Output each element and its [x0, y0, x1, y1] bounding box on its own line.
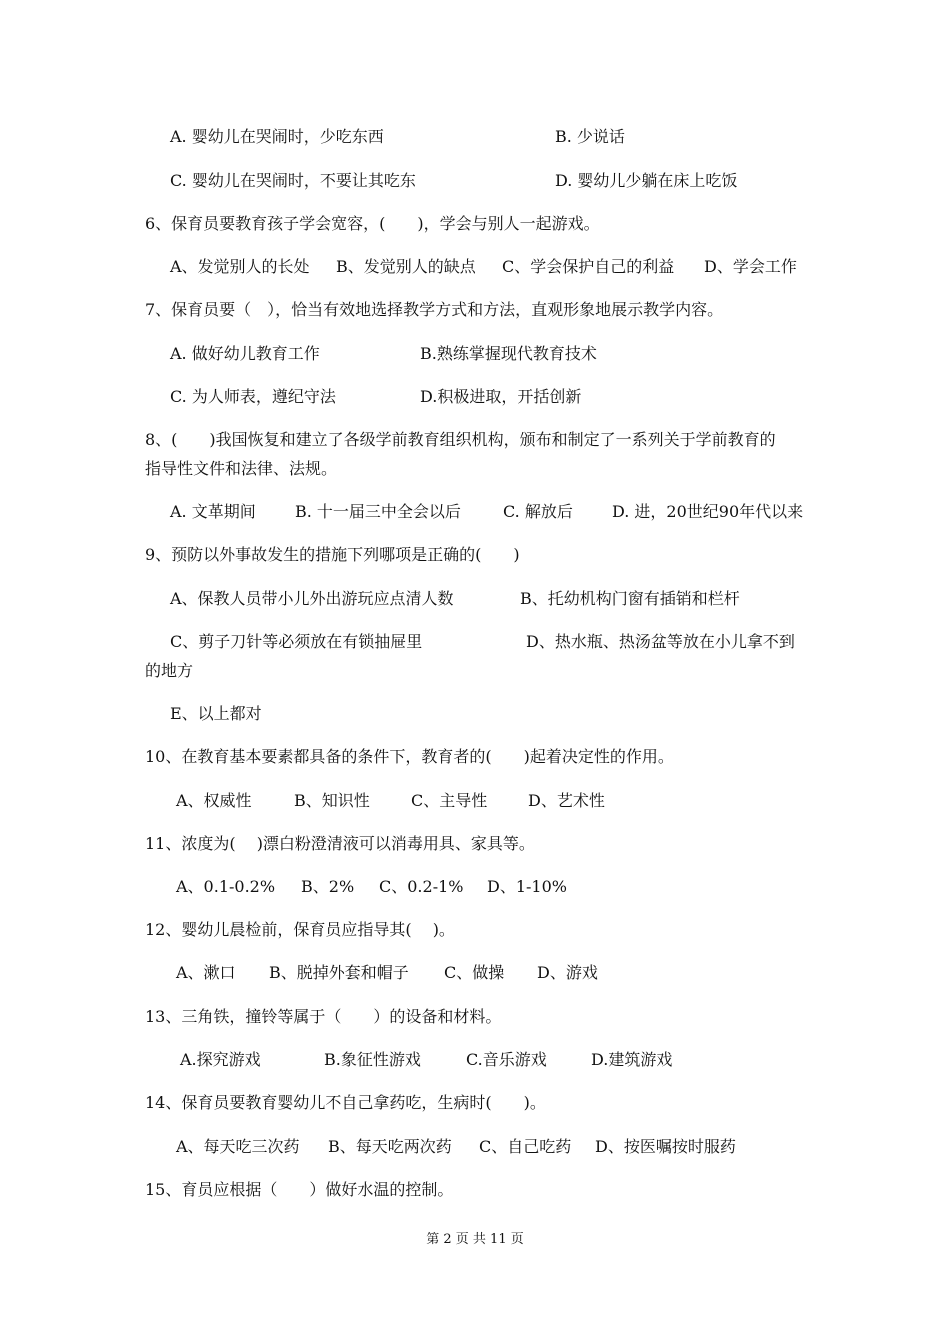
page-footer: 第 2 页 共 11 页 — [426, 1232, 524, 1247]
q8-option-d: D. 进，20世纪90年代以来 — [612, 502, 804, 521]
q12-option-a: A、漱口 — [176, 963, 236, 982]
q12-option-c: C、做操 — [444, 963, 505, 982]
q6-option-a: A、发觉别人的长处 — [170, 257, 310, 276]
q13-option-c: C.音乐游戏 — [466, 1050, 547, 1069]
q14-stem: 14、保育员要教育婴幼儿不自己拿药吃，生病时( )。 — [145, 1093, 546, 1112]
q13-stem: 13、三角铁，撞铃等属于（ ）的设备和材料。 — [145, 1007, 502, 1026]
q8-stem-line-2: 指导性文件和法律、法规。 — [145, 459, 338, 478]
q8-option-b: B. 十一届三中全会以后 — [295, 502, 461, 521]
q11-option-b: B、2% — [301, 877, 355, 896]
q14-option-a: A、每天吃三次药 — [176, 1137, 300, 1156]
q7-option-d: D.积极进取，开括创新 — [420, 387, 582, 406]
q14-option-c: C、自己吃药 — [479, 1137, 572, 1156]
q10-option-c: C、主导性 — [411, 791, 488, 810]
q9-option-d-line-1: D、热水瓶、热汤盆等放在小儿拿不到 — [526, 632, 795, 651]
q5-option-d: D. 婴幼儿少躺在床上吃饭 — [555, 171, 738, 190]
q6-option-b: B、发觉别人的缺点 — [336, 257, 476, 276]
q10-option-d: D、艺术性 — [528, 791, 605, 810]
q6-option-d: D、学会工作 — [704, 257, 797, 276]
q11-stem: 11、浓度为( )漂白粉澄清液可以消毒用具、家具等。 — [145, 834, 535, 853]
q10-option-b: B、知识性 — [294, 791, 370, 810]
q11-option-c: C、0.2-1% — [379, 877, 464, 896]
q7-stem: 7、保育员要（ ），恰当有效地选择教学方式和方法，直观形象地展示教学内容。 — [145, 300, 724, 319]
q14-option-d: D、按医嘱按时服药 — [595, 1137, 736, 1156]
q5-option-a: A. 婴幼儿在哭闹时，少吃东西 — [170, 127, 384, 146]
q9-option-a: A、保教人员带小儿外出游玩应点清人数 — [170, 589, 454, 608]
q8-option-c: C. 解放后 — [503, 502, 573, 521]
q13-option-d: D.建筑游戏 — [591, 1050, 673, 1069]
q8-option-a: A. 文革期间 — [170, 502, 256, 521]
q15-stem: 15、育员应根据（ ）做好水温的控制。 — [145, 1180, 454, 1199]
q9-option-c: C、剪子刀针等必须放在有锁抽屉里 — [170, 632, 423, 651]
q10-stem: 10、在教育基本要素都具备的条件下，教育者的( )起着决定性的作用。 — [145, 747, 674, 766]
q11-option-a: A、0.1-0.2% — [176, 877, 276, 896]
q12-option-d: D、游戏 — [537, 963, 598, 982]
q12-option-b: B、脱掉外套和帽子 — [269, 963, 409, 982]
q7-option-b: B.熟练掌握现代教育技术 — [420, 344, 597, 363]
q9-option-b: B、托幼机构门窗有插销和栏杆 — [520, 589, 740, 608]
q9-option-d-line-2: 的地方 — [145, 661, 194, 680]
q13-option-b: B.象征性游戏 — [324, 1050, 421, 1069]
q10-option-a: A、权威性 — [176, 791, 252, 810]
q5-option-c: C. 婴幼儿在哭闹时，不要让其吃东 — [170, 171, 416, 190]
q7-option-a: A. 做好幼儿教育工作 — [170, 344, 320, 363]
q9-option-e: E、以上都对 — [170, 704, 262, 723]
q6-option-c: C、学会保护自己的利益 — [502, 257, 675, 276]
q12-stem: 12、婴幼儿晨检前，保育员应指导其( )。 — [145, 920, 455, 939]
q8-stem-line-1: 8、( )我国恢复和建立了各级学前教育组织机构，颁布和制定了一系列关于学前教育的 — [145, 430, 776, 449]
q5-option-b: B. 少说话 — [555, 127, 625, 146]
q11-option-d: D、1-10% — [487, 877, 567, 896]
q13-option-a: A.探究游戏 — [180, 1050, 261, 1069]
q7-option-c: C. 为人师表，遵纪守法 — [170, 387, 336, 406]
q6-stem: 6、保育员要教育孩子学会宽容，( )，学会与别人一起游戏。 — [145, 214, 600, 233]
q14-option-b: B、每天吃两次药 — [328, 1137, 452, 1156]
q9-stem: 9、预防以外事故发生的措施下列哪项是正确的( ) — [145, 545, 520, 564]
